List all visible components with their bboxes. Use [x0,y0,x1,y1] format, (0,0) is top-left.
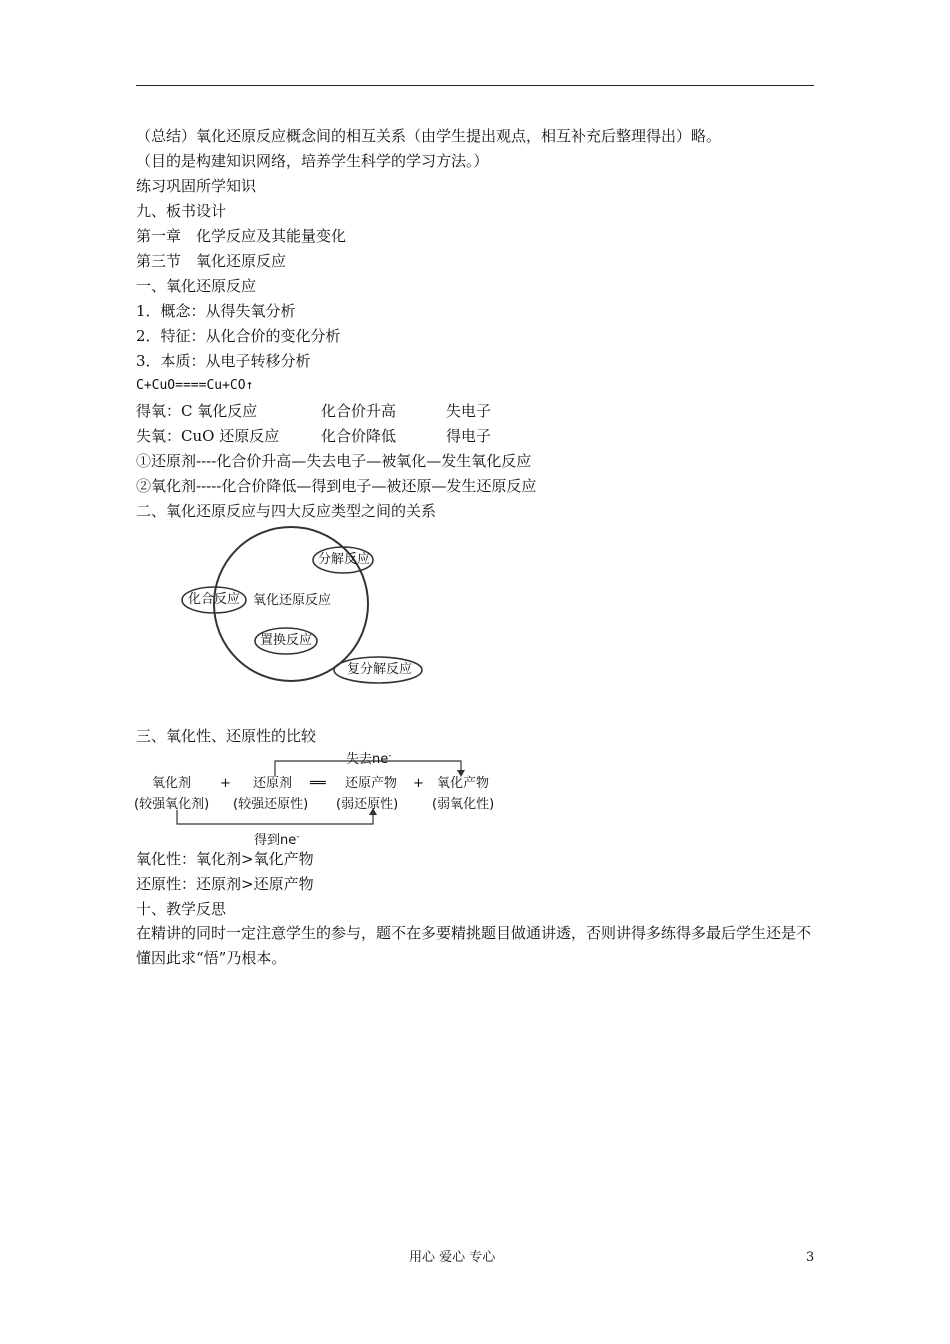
reduction-product-label: 还原产物 [345,776,398,791]
header-rule [136,85,814,86]
oxidant-label: 氧化剂 [152,776,192,791]
lose-electron: 得电子 [446,427,492,445]
feature-line: 2．特征：从化合价的变化分析 [136,327,341,345]
electron-gain-label: 得到ne- [254,832,300,848]
concept-line: 1．概念：从得失氧分析 [136,302,296,320]
plus-sign-2: + [413,776,424,791]
page-number: 3 [806,1250,815,1265]
oxidation-product-label: 氧化产物 [437,776,490,791]
heading-relations: 二、氧化还原反应与四大反应类型之间的关系 [136,502,437,520]
oxidant-chain: ②氧化剂-----化合价降低—得到电子—被还原—发生还原反应 [136,477,537,495]
essence-line: 3．本质：从电子转移分析 [136,352,311,370]
reductant-label: 还原剂 [253,776,293,791]
practice-line: 练习巩固所学知识 [136,177,257,195]
redox-center-label: 氧化还原反应 [253,593,332,608]
reaction-equation: C+CuO====Cu+CO↑ [136,378,254,393]
footer-motto: 用心 爱心 专心 [409,1250,496,1265]
double-decomposition-label: 复分解反应 [347,662,413,677]
gain-electron: 失电子 [446,402,492,420]
electron-loss-label: 失去ne- [346,751,392,767]
plus-sign-1: + [220,776,231,791]
reduction-product-note: (弱还原性) [336,797,399,812]
oxidizing-comparison: 氧化性：氧化剂>氧化产物 [136,850,314,868]
purpose-line: （目的是构建知识网络，培养学生科学的学习方法。） [136,152,489,170]
board-heading: 九、板书设计 [136,202,227,220]
electron-transfer-diagram [136,752,496,832]
gain-valence: 化合价升高 [321,402,397,420]
reducing-comparison: 还原性：还原剂>还原产物 [136,875,314,893]
decomposition-label: 分解反应 [318,552,371,567]
chapter-line: 第一章 化学反应及其能量变化 [136,227,347,245]
lose-oxygen-label: 失氧：CuO 还原反应 [136,427,280,445]
oxidant-note: (较强氧化剂) [134,797,210,812]
heading-comparison: 三、氧化性、还原性的比较 [136,727,317,745]
oxidation-product-note: (弱氧化性) [432,797,495,812]
heading-reflection: 十、教学反思 [136,900,227,918]
reductant-chain: ①还原剂----化合价升高—失去电子—被氧化—发生氧化反应 [136,452,532,470]
gain-oxygen-label: 得氧：C 氧化反应 [136,402,258,420]
lose-valence: 化合价降低 [321,427,397,445]
reductant-note: (较强还原性) [233,797,309,812]
section-line: 第三节 氧化还原反应 [136,252,287,270]
displacement-label: 置换反应 [260,633,313,648]
combination-label: 化合反应 [188,592,241,607]
heading-redox: 一、氧化还原反应 [136,277,257,295]
equals-sign: ══ [310,776,326,791]
reflection-paragraph: 在精讲的同时一定注意学生的参与，题不在多要精挑题目做通讲透，否则讲得多练得多最后学生还是不懂因此求“悟”乃根本。 [136,924,812,967]
summary-line: （总结）氧化还原反应概念间的相互关系（由学生提出观点，相互补充后整理得出）略。 [136,127,722,145]
